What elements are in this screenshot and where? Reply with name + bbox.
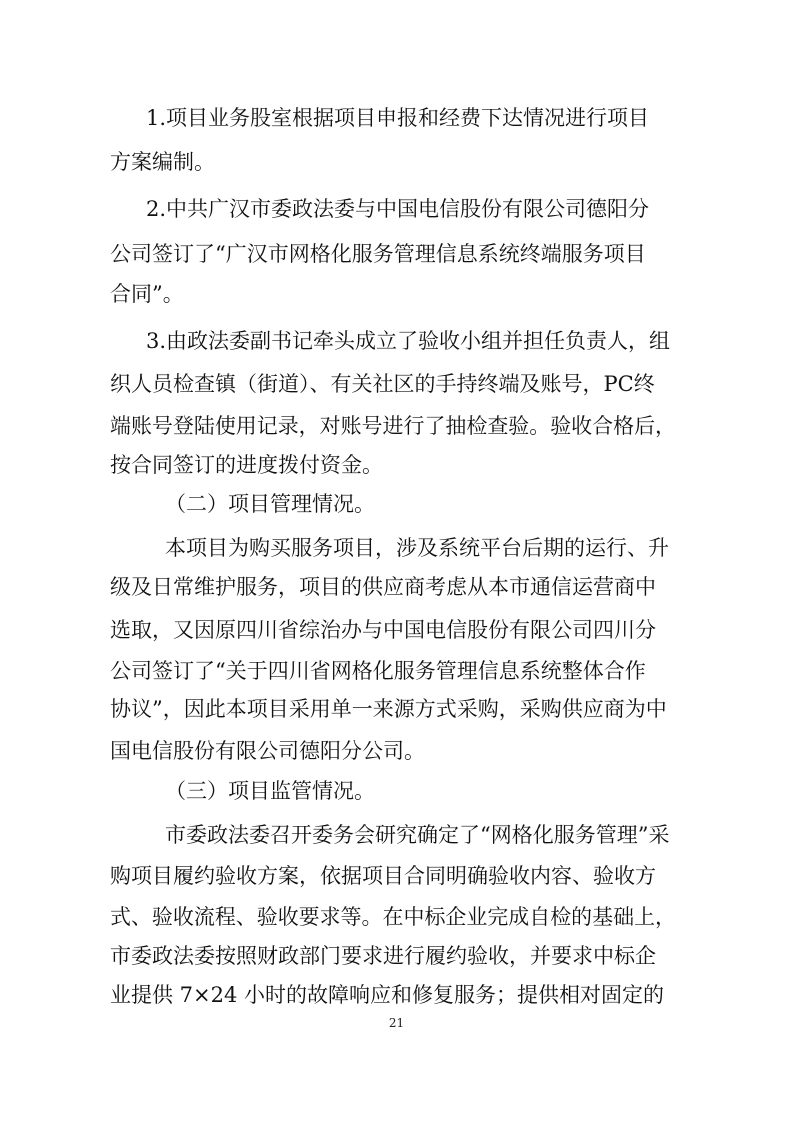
text-line: 国电信股份有限公司德阳分公司。	[110, 739, 425, 763]
text-line: 公司签订了“关于四川省网格化服务管理信息系统整体合作	[110, 659, 646, 683]
text-line: 合同”。	[110, 282, 184, 306]
text-line: 方案编制。	[110, 150, 215, 174]
text-line: 市委政法委按照财政部门要求进行履约验收，并要求中标企	[110, 944, 656, 968]
text-line: 市委政法委召开委务会研究确定了“网格化服务管理”采	[165, 823, 670, 847]
text-line: 3.由政法委副书记牵头成立了验收小组并担任负责人，组	[146, 329, 671, 353]
section-heading: （三）项目监管情况。	[165, 779, 375, 803]
text-line: 1.项目业务股室根据项目申报和经费下达情况进行项目	[146, 106, 650, 130]
text-line: 端账号登陆使用记录，对账号进行了抽检查验。验收合格后，	[110, 414, 676, 438]
text-line: 按合同签订的进度拨付资金。	[110, 453, 383, 477]
text-line: 业提供 7×24 小时的故障响应和修复服务；提供相对固定的	[110, 983, 665, 1007]
text-line: 级及日常维护服务，项目的供应商考虑从本市通信运营商中	[110, 575, 656, 599]
page-number: 21	[388, 1016, 405, 1030]
text-line: 本项目为购买服务项目，涉及系统平台后期的运行、升	[165, 536, 669, 560]
text-line: 2.中共广汉市委政法委与中国电信股份有限公司德阳分	[146, 197, 650, 221]
text-line: 公司签订了“广汉市网格化服务管理信息系统终端服务项目	[110, 242, 646, 266]
text-line: 式、验收流程、验收要求等。在中标企业完成自检的基础上，	[110, 905, 676, 929]
text-line: 选取，又因原四川省综治办与中国电信股份有限公司四川分	[110, 618, 656, 642]
text-line: 协议”，因此本项目采用单一来源方式采购，采购供应商为中	[110, 697, 667, 721]
text-line: 购项目履约验收方案，依据项目合同明确验收内容、验收方	[110, 864, 656, 888]
text-line: 织人员检查镇（街道）、有关社区的手持终端及账号，PC终	[110, 372, 655, 396]
section-heading: （二）项目管理情况。	[165, 492, 375, 516]
